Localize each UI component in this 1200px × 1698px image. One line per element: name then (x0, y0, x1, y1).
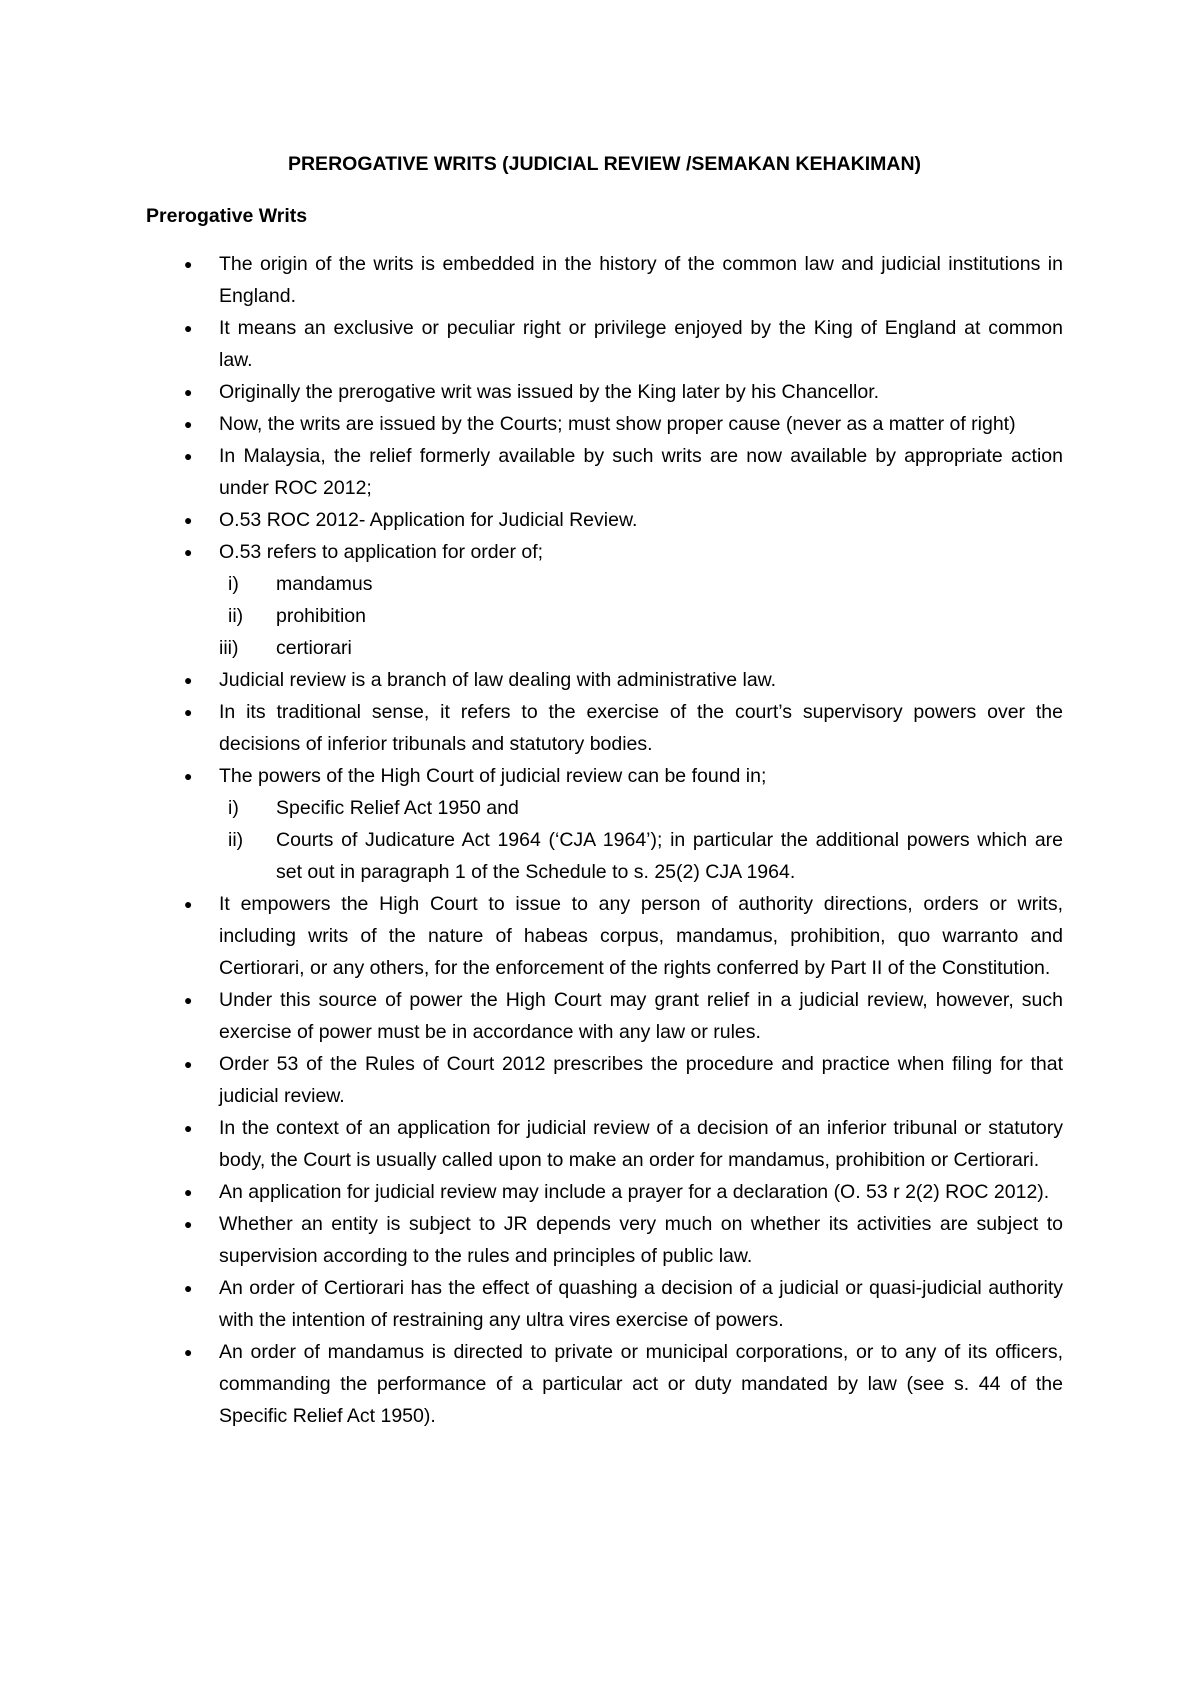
section-heading: Prerogative Writs (146, 205, 308, 227)
sublist-item-text: certiorari (276, 637, 352, 659)
bullet-icon: ● (184, 992, 193, 1008)
list-item (146, 1176, 1063, 1208)
sublist-item (219, 792, 1063, 824)
list-item-text: O.53 refers to application for order of; (219, 541, 544, 563)
list-item (146, 888, 1063, 984)
powers-sublist (219, 792, 1063, 888)
bullet-icon: ● (184, 1120, 193, 1136)
sublist-marker: iii) (219, 637, 239, 659)
list-item (146, 1208, 1063, 1272)
list-item-text: An order of Certiorari has the effect of quashing a decision of a judicial or quasi-judicial authority with the intention of restraining any ultra vires exercise of powers. (219, 1277, 1063, 1331)
bullet-icon: ● (184, 256, 193, 272)
list-item (146, 312, 1063, 376)
list-item-text: The origin of the writs is embedded in the history of the common law and judicial institutions in England. (219, 253, 1063, 307)
bullet-icon: ● (184, 544, 193, 560)
bullet-icon: ● (184, 512, 193, 528)
list-item (146, 408, 1063, 440)
bullet-icon: ● (184, 416, 193, 432)
bullet-icon: ● (184, 1344, 193, 1360)
bullet-icon: ● (184, 1216, 193, 1232)
sublist-marker: ii) (228, 605, 244, 627)
list-item (146, 696, 1063, 760)
list-item-text: An application for judicial review may include a prayer for a declaration (O. 53 r 2(2) ROC 2012). (219, 1181, 1050, 1203)
bullet-icon: ● (184, 896, 193, 912)
bullet-icon: ● (184, 1056, 193, 1072)
list-item (146, 536, 1063, 664)
bullet-icon: ● (184, 1280, 193, 1296)
bullet-icon: ● (184, 384, 193, 400)
list-item (146, 1272, 1063, 1336)
list-item-text: It empowers the High Court to issue to any person of authority directions, orders or writs, including writs of the nature of habeas corpus, mandamus, prohibition, quo warranto and Certiorari, or any others, for the enforcement of the rights conferred by Part II of the Constitution. (219, 893, 1063, 979)
sublist-item (219, 568, 1063, 600)
list-item-text: Now, the writs are issued by the Courts; must show proper cause (never as a matter of right) (219, 413, 1016, 435)
list-item (146, 440, 1063, 504)
list-item-text: Order 53 of the Rules of Court 2012 prescribes the procedure and practice when filing for that judicial review. (219, 1053, 1063, 1107)
list-item (146, 1048, 1063, 1112)
sublist-item (219, 824, 1063, 888)
list-item-text: It means an exclusive or peculiar right or privilege enjoyed by the King of England at common law. (219, 317, 1063, 371)
list-item (146, 248, 1063, 312)
list-item (146, 504, 1063, 536)
list-item (146, 984, 1063, 1048)
sublist-marker: i) (228, 573, 239, 595)
bullet-icon: ● (184, 768, 193, 784)
sublist-item-text: Specific Relief Act 1950 and (276, 797, 519, 819)
list-item (146, 376, 1063, 408)
list-item-text: Judicial review is a branch of law dealing with administrative law. (219, 669, 777, 691)
bullet-icon: ● (184, 672, 193, 688)
bullet-list (146, 248, 1063, 1432)
list-item-text: An order of mandamus is directed to private or municipal corporations, or to any of its officers, commanding the performance of a particular act or duty mandated by law (see s. 44 of the Specific Relief Act 1950). (219, 1341, 1063, 1427)
list-item-text: Whether an entity is subject to JR depends very much on whether its activities are subject to supervision according to the rules and principles of public law. (219, 1213, 1063, 1267)
list-item (146, 664, 1063, 696)
sublist-item-text: mandamus (276, 573, 373, 595)
list-item (146, 760, 1063, 888)
sublist-item (219, 632, 1063, 664)
list-item-text: O.53 ROC 2012- Application for Judicial Review. (219, 509, 638, 531)
list-item (146, 1112, 1063, 1176)
orders-sublist (219, 568, 1063, 664)
list-item-text: Under this source of power the High Court may grant relief in a judicial review, however, such exercise of power must be in accordance with any law or rules. (219, 989, 1063, 1043)
list-item-text: The powers of the High Court of judicial review can be found in; (219, 765, 767, 787)
bullet-icon: ● (184, 704, 193, 720)
bullet-icon: ● (184, 448, 193, 464)
list-item-text: Originally the prerogative writ was issued by the King later by his Chancellor. (219, 381, 880, 403)
list-item-text: In Malaysia, the relief formerly available by such writs are now available by appropriate action under ROC 2012; (219, 445, 1063, 499)
sublist-marker: ii) (228, 829, 244, 851)
list-item-text: In its traditional sense, it refers to the exercise of the court’s supervisory powers over the decisions of inferior tribunals and statutory bodies. (219, 701, 1063, 755)
bullet-icon: ● (184, 1184, 193, 1200)
bullet-icon: ● (184, 320, 193, 336)
sublist-item-text: Courts of Judicature Act 1964 (‘CJA 1964’); in particular the additional powers which are set out in paragraph 1 of the Schedule to s. 25(2) CJA 1964. (276, 829, 1063, 883)
sublist-marker: i) (228, 797, 239, 819)
sublist-item (219, 600, 1063, 632)
list-item (146, 1336, 1063, 1432)
sublist-item-text: prohibition (276, 605, 366, 627)
list-item-text: In the context of an application for judicial review of a decision of an inferior tribunal or statutory body, the Court is usually called upon to make an order for mandamus, prohibition or Certiorari. (219, 1117, 1063, 1171)
document-title: PREROGATIVE WRITS (JUDICIAL REVIEW /SEMAKAN KEHAKIMAN) (287, 153, 922, 175)
